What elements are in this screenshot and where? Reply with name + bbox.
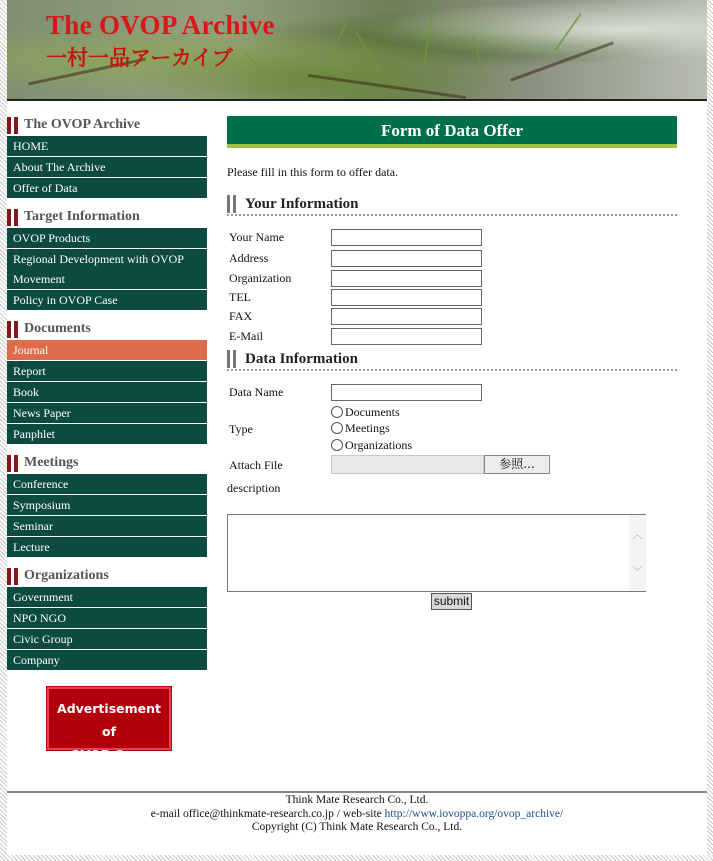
fax-label: FAX bbox=[229, 308, 253, 323]
sidebar-section-title: Organizations bbox=[24, 568, 109, 583]
decor-leaf bbox=[246, 54, 271, 83]
sidebar-section-archive bbox=[7, 115, 207, 135]
sidebar bbox=[7, 115, 207, 762]
type-option-organizations[interactable] bbox=[331, 437, 412, 453]
sidebar-item-news-paper[interactable]: News Paper bbox=[7, 403, 207, 424]
sidebar-item-home[interactable]: HOME bbox=[7, 136, 207, 157]
page-frame-bottom bbox=[0, 855, 713, 861]
scrollbar-track[interactable] bbox=[629, 515, 646, 591]
your-name-input[interactable] bbox=[331, 229, 482, 246]
decor-leaf bbox=[555, 13, 582, 50]
ad-line-1: Advertisement of bbox=[57, 701, 161, 739]
form-title: Form of Data Offer bbox=[227, 116, 677, 148]
field-row-data-name bbox=[229, 383, 482, 401]
sidebar-item-civic-group[interactable]: Civic Group bbox=[7, 629, 207, 650]
file-picker bbox=[331, 455, 550, 474]
section-bar-icon bbox=[14, 321, 18, 338]
data-name-input[interactable] bbox=[331, 384, 482, 401]
section-bar-icon bbox=[7, 321, 11, 338]
page-frame-left bbox=[0, 0, 7, 861]
sidebar-item-government[interactable]: Government bbox=[7, 587, 207, 608]
main-content bbox=[227, 116, 677, 608]
section-bar-icon bbox=[14, 209, 18, 226]
your-name-label: Your Name bbox=[229, 229, 285, 244]
header-banner bbox=[7, 0, 707, 101]
heading-bar-icon bbox=[227, 195, 230, 213]
field-row-tel bbox=[229, 288, 482, 306]
decor-leaf bbox=[423, 15, 434, 65]
your-information-title: Your Information bbox=[245, 195, 359, 212]
radio-icon[interactable] bbox=[331, 422, 343, 434]
field-row-your-name bbox=[229, 228, 482, 246]
decor-leaf bbox=[356, 33, 380, 73]
footer-company: Think Mate Research Co., Ltd. bbox=[285, 794, 429, 806]
scroll-up-icon[interactable]: ︿ bbox=[632, 528, 643, 541]
organization-input[interactable] bbox=[331, 270, 482, 287]
sidebar-section-target bbox=[7, 207, 207, 227]
site-subtitle: 一村一品アーカイブ bbox=[46, 46, 233, 70]
section-bar-icon bbox=[7, 455, 11, 472]
sidebar-item-regional-development[interactable]: Regional Development with OVOP Movement bbox=[7, 249, 207, 290]
submit-button[interactable]: submit bbox=[431, 593, 472, 610]
description-scrollbar[interactable] bbox=[629, 515, 646, 591]
section-bar-icon bbox=[7, 209, 11, 226]
sidebar-item-policy[interactable]: Policy in OVOP Case bbox=[7, 290, 207, 311]
tel-input[interactable] bbox=[331, 289, 482, 306]
data-name-label: Data Name bbox=[229, 384, 284, 399]
field-row-email bbox=[229, 327, 482, 345]
type-option-label: Meetings bbox=[345, 420, 390, 435]
radio-icon[interactable] bbox=[331, 439, 343, 451]
data-information-title: Data Information bbox=[245, 350, 358, 367]
sidebar-section-title: Meetings bbox=[24, 455, 79, 470]
field-row-description bbox=[227, 479, 329, 497]
type-option-label: Organizations bbox=[345, 437, 413, 452]
field-row-fax bbox=[229, 307, 482, 325]
footer-contact-line bbox=[7, 808, 707, 822]
section-bar-icon bbox=[14, 117, 18, 134]
decor-leaf bbox=[472, 35, 484, 72]
sidebar-section-organizations bbox=[7, 566, 207, 586]
sidebar-item-offer-of-data[interactable]: Offer of Data bbox=[7, 178, 207, 199]
tel-label: TEL bbox=[229, 289, 251, 304]
decor-twig bbox=[308, 74, 467, 99]
sidebar-section-title: The OVOP Archive bbox=[24, 117, 141, 132]
type-option-meetings[interactable] bbox=[331, 420, 390, 436]
field-row-type bbox=[229, 420, 331, 438]
scroll-down-icon[interactable]: ﹀ bbox=[632, 565, 643, 578]
section-bar-icon bbox=[7, 568, 11, 585]
section-bar-icon bbox=[7, 117, 11, 134]
heading-bar-icon bbox=[233, 350, 236, 368]
sidebar-item-conference[interactable]: Conference bbox=[7, 474, 207, 495]
field-row-address bbox=[229, 249, 482, 267]
section-bar-icon bbox=[14, 455, 18, 472]
radio-icon[interactable] bbox=[331, 406, 343, 418]
field-row-organization bbox=[229, 269, 482, 287]
sidebar-item-journal[interactable]: Journal bbox=[7, 340, 207, 361]
sidebar-section-title: Target Information bbox=[24, 209, 140, 224]
sidebar-section-title: Documents bbox=[24, 321, 91, 336]
advertisement-banner[interactable] bbox=[47, 687, 171, 762]
footer-email: e-mail office@thinkmate-research.co.jp / web-site bbox=[150, 807, 385, 820]
sidebar-item-book[interactable]: Book bbox=[7, 382, 207, 403]
type-option-documents[interactable] bbox=[331, 404, 400, 420]
ad-line-2: OVOP Case bbox=[70, 747, 148, 762]
footer-copyright: Copyright (C) Think Mate Research Co., Ltd. bbox=[251, 821, 463, 833]
address-input[interactable] bbox=[331, 250, 482, 267]
heading-bar-icon bbox=[233, 195, 236, 213]
section-bar-icon bbox=[14, 568, 18, 585]
decor-twig bbox=[510, 41, 614, 81]
organization-label: Organization bbox=[229, 270, 292, 285]
file-path-field[interactable] bbox=[331, 455, 484, 474]
attach-file-label: Attach File bbox=[229, 457, 283, 472]
email-input[interactable] bbox=[331, 328, 482, 345]
sidebar-section-meetings bbox=[7, 453, 207, 473]
footer bbox=[7, 794, 707, 835]
heading-bar-icon bbox=[227, 350, 230, 368]
decor-leaf bbox=[329, 21, 348, 58]
sidebar-item-npo-ngo[interactable]: NPO NGO bbox=[7, 608, 207, 629]
sidebar-item-seminar[interactable]: Seminar bbox=[7, 516, 207, 537]
sidebar-item-ovop-products[interactable]: OVOP Products bbox=[7, 228, 207, 249]
form-intro: Please fill in this form to offer data. bbox=[227, 165, 399, 179]
email-label: E-Mail bbox=[229, 328, 263, 343]
footer-website-link[interactable]: http://www.iovoppa.org/ovop_archive/ bbox=[384, 807, 564, 820]
fax-input[interactable] bbox=[331, 308, 482, 325]
sidebar-item-company[interactable]: Company bbox=[7, 650, 207, 671]
address-label: Address bbox=[229, 250, 269, 265]
sidebar-item-about[interactable]: About The Archive bbox=[7, 157, 207, 178]
footer-divider bbox=[7, 791, 707, 793]
sidebar-item-lecture[interactable]: Lecture bbox=[7, 537, 207, 558]
browse-button[interactable]: 参照... bbox=[484, 455, 550, 474]
sidebar-section-documents bbox=[7, 319, 207, 339]
sidebar-item-report[interactable]: Report bbox=[7, 361, 207, 382]
site-title[interactable]: The OVOP Archive bbox=[46, 10, 275, 40]
your-information-heading bbox=[227, 194, 677, 216]
sidebar-item-panphlet[interactable]: Panphlet bbox=[7, 424, 207, 445]
description-textarea[interactable] bbox=[227, 514, 646, 592]
page-frame-right bbox=[707, 0, 713, 861]
sidebar-item-symposium[interactable]: Symposium bbox=[7, 495, 207, 516]
type-option-label: Documents bbox=[345, 404, 400, 419]
type-label: Type bbox=[229, 421, 253, 436]
description-label: description bbox=[227, 480, 281, 495]
data-information-heading bbox=[227, 349, 677, 371]
field-row-attach-file bbox=[229, 456, 331, 474]
